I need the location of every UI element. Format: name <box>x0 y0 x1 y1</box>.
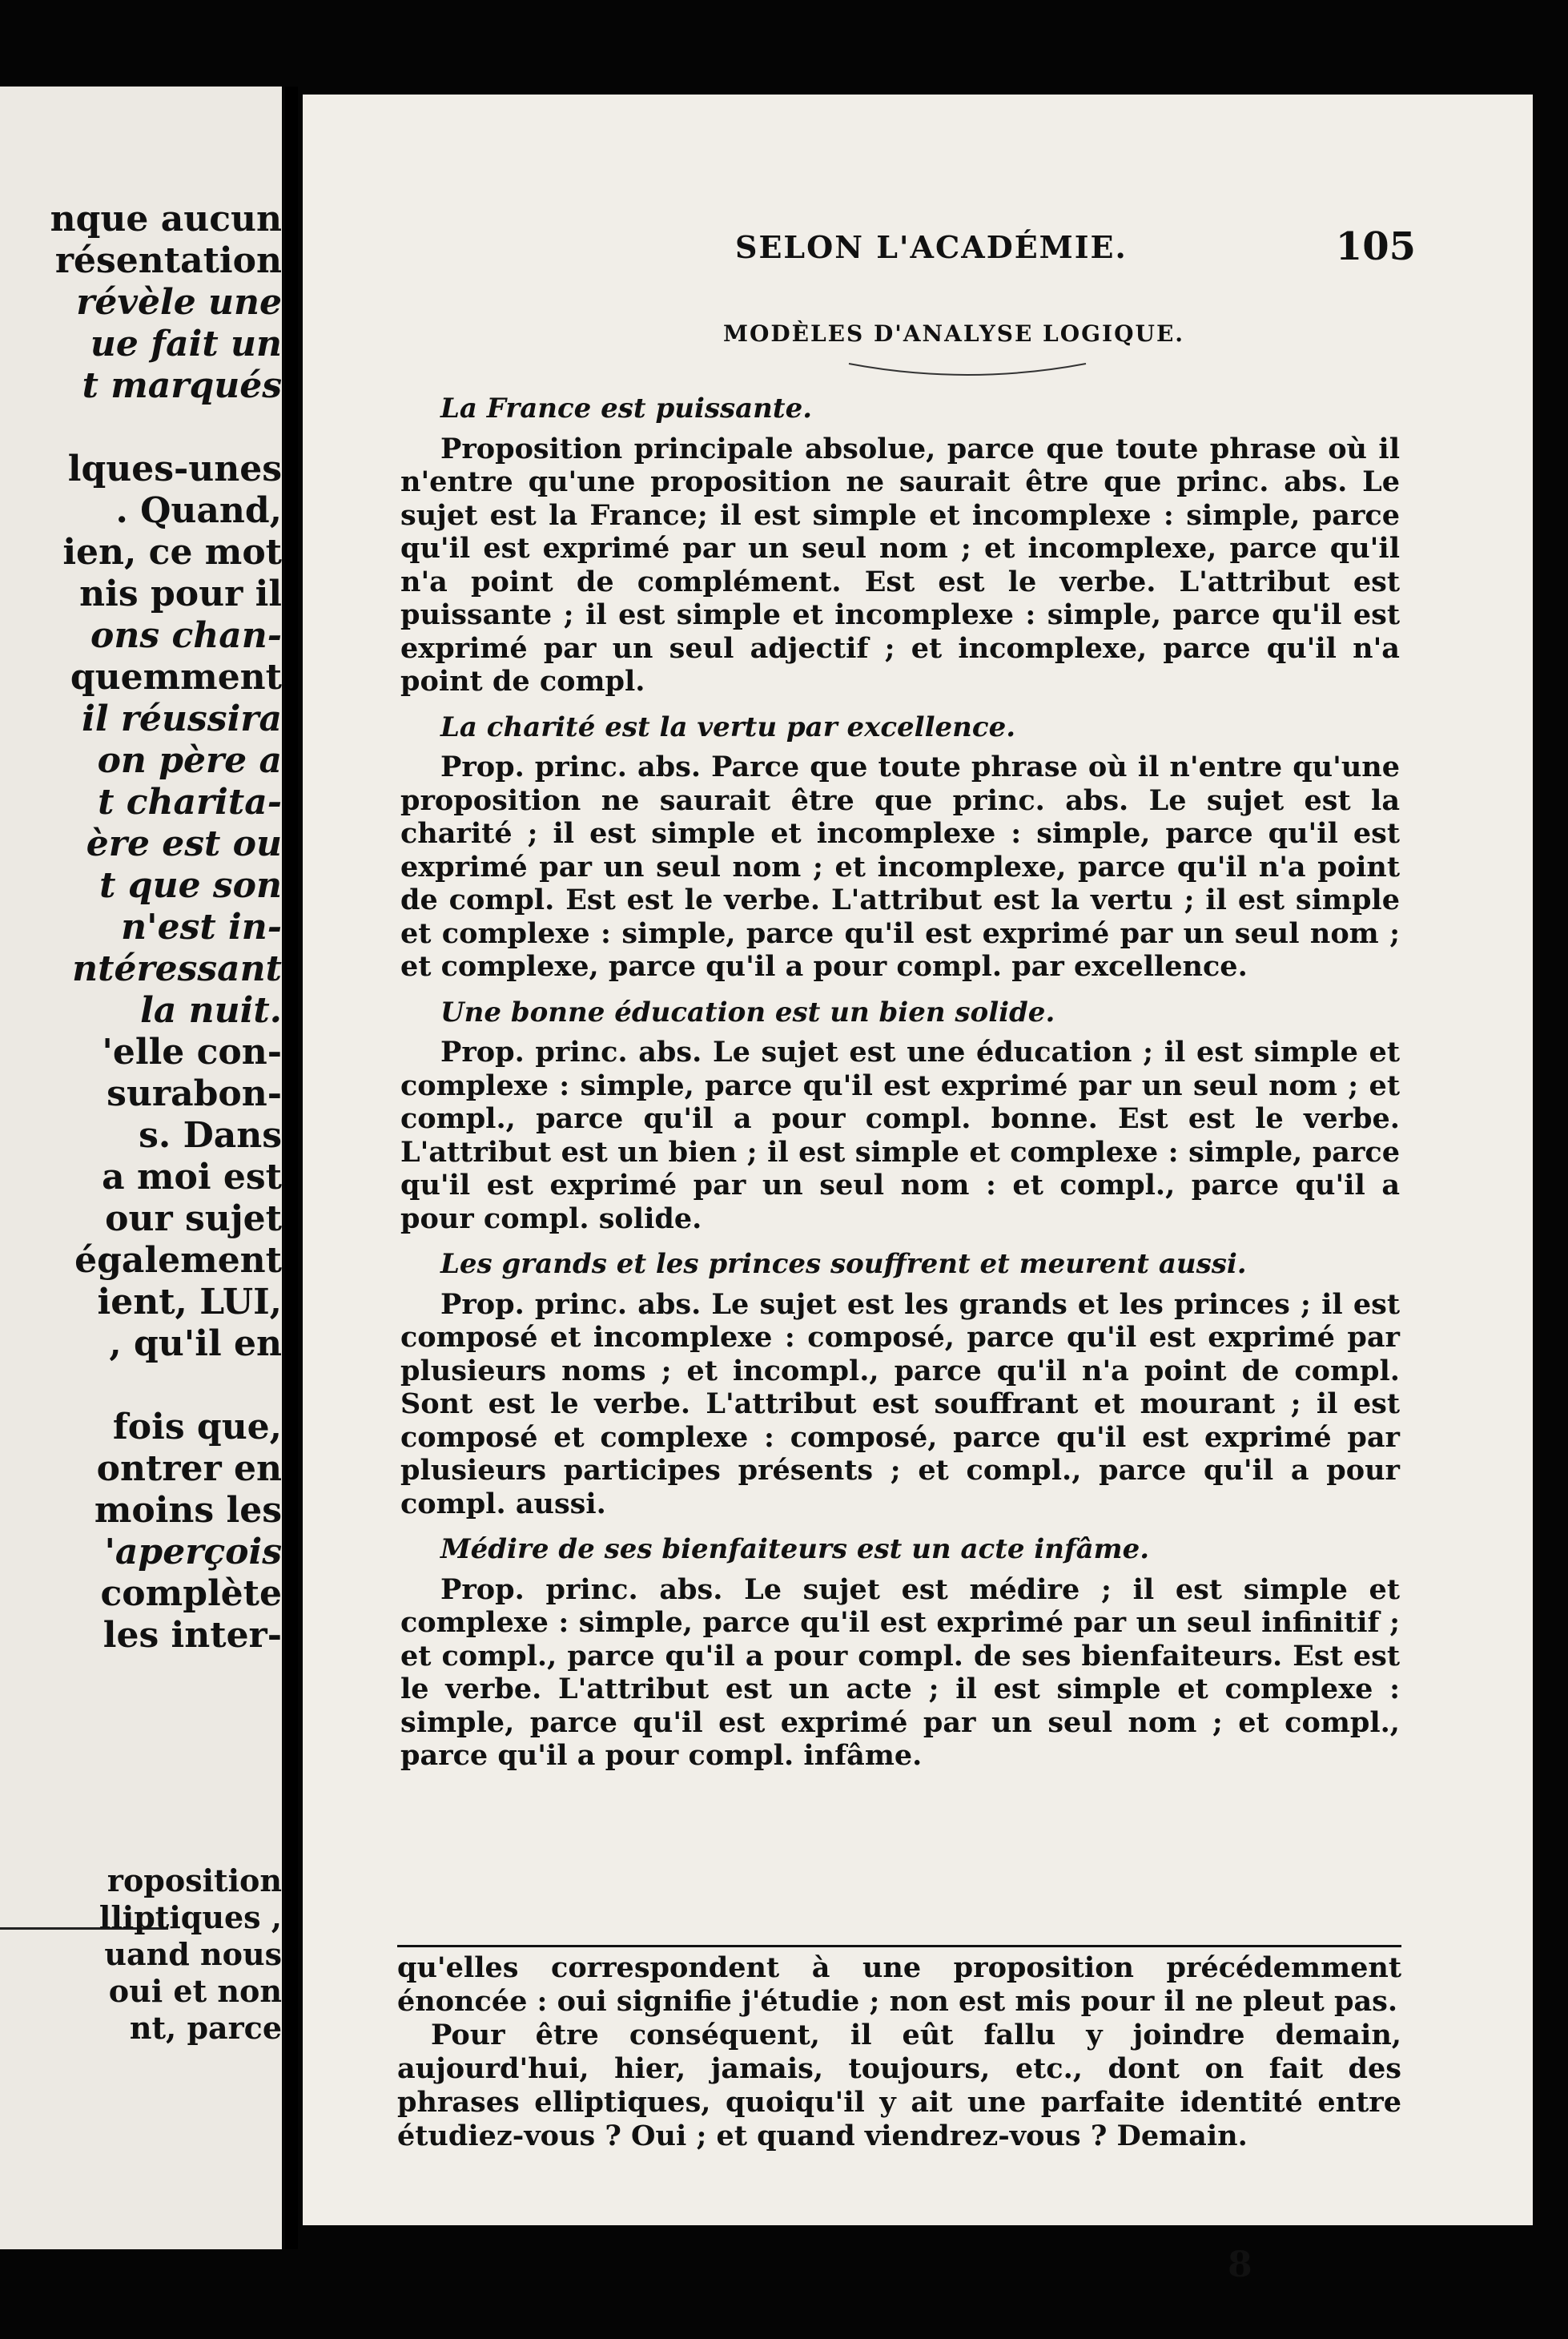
page-number: 105 <box>1335 224 1416 269</box>
left-page-line: n'est in- <box>121 907 282 948</box>
left-page-line: la nuit. <box>140 990 282 1031</box>
example-2 <box>400 711 1400 984</box>
footnote-rule <box>397 1945 1401 1947</box>
left-page-line: nque aucun <box>50 199 282 240</box>
left-page-line: quemment <box>70 657 282 698</box>
section-title: MODÈLES D'ANALYSE LOGIQUE. <box>722 320 1185 347</box>
analysis-models <box>400 380 1400 1781</box>
footnote-line: qu'elles correspondent à une proposition précédemment énoncée : oui signifie j'étudie ; non est mis pour il ne pleut pas. <box>397 1951 1401 2018</box>
left-page-line: fois que, <box>112 1407 282 1447</box>
book-page <box>303 95 1533 2285</box>
left-page-line: 'elle con- <box>102 1032 282 1073</box>
left-page-note-line: oui et non <box>108 1973 282 2009</box>
left-page-line: ontrer en <box>96 1448 282 1489</box>
left-page-line: ien, ce mot <box>62 532 282 573</box>
running-title: SELON L'ACADÉMIE. <box>735 229 1128 265</box>
example-title: Les grands et les princes souffrent et meurent aussi. <box>440 1248 1247 1280</box>
example-analysis: Proposition principale absolue, parce que toute phrase où il n'entre qu'une proposition ne saurait être que princ. abs. Le sujet est la France; il est simple et incomplexe : simple, parce qu'il est exprimé par un seul nom ; et incomplexe, parce qu'il n'a point de complément. Est est le verbe. L'attribut est puissante ; il est simple et incomplexe : simple, parce qu'il est exprimé par un seul adjectif ; et incomplexe, parce qu'il n'a point de compl. <box>400 432 1400 698</box>
left-page-line: 'aperçois <box>104 1532 282 1572</box>
left-page-line: s. Dans <box>139 1115 282 1156</box>
left-page-line: t charita- <box>98 782 282 823</box>
left-page-fragment <box>0 87 282 2249</box>
left-page-line: résentation <box>54 240 282 281</box>
example-analysis: Prop. princ. abs. Le sujet est médire ; il est simple et complexe : simple, parce qu'il est exprimé par un seul infinitif ; et compl., parce qu'il a pour compl. de ses bienfaiteurs. Est est le verbe. L'attribut est un acte ; il est simple et complexe : simple, parce qu'il est exprimé par un seul nom ; et compl., parce qu'il a pour compl. infâme. <box>400 1572 1400 1772</box>
example-4 <box>400 1248 1400 1520</box>
left-page-line: il réussira <box>82 698 282 739</box>
page-header <box>735 224 1416 277</box>
left-page-line: lques-unes <box>67 449 282 489</box>
left-page-line: t que son <box>99 865 282 906</box>
left-page-line: nis pour il <box>79 574 282 614</box>
left-page-line: complète <box>100 1573 282 1614</box>
example-analysis: Prop. princ. abs. Le sujet est les grands et les princes ; il est composé et incomplexe : composé, parce qu'il est exprimé par plusieurs noms ; et incompl., parce qu'il n'a point de compl. Sont est le verbe. L'attribut est souffrant et mourant ; il est composé et complexe : composé, parce qu'il est exprimé par plusieurs participes présents ; et compl., parce qu'il a pour compl. aussi. <box>400 1287 1400 1520</box>
example-3 <box>400 996 1400 1236</box>
left-page-line: moins les <box>94 1490 282 1531</box>
left-page-line: a moi est <box>102 1157 282 1198</box>
left-page-line: ère est ou <box>86 823 282 864</box>
left-page-line: ue fait un <box>90 324 282 364</box>
example-5 <box>400 1533 1400 1773</box>
left-page-line: ons chan- <box>90 615 282 656</box>
left-page-line: t marqués <box>82 365 282 406</box>
left-page-note-line: lliptiques , <box>99 1899 282 1935</box>
left-page-line: our sujet <box>105 1198 282 1239</box>
footnote <box>397 1951 1401 2153</box>
ornament-rule <box>847 360 1088 380</box>
left-page-line: . Quand, <box>115 490 282 531</box>
example-title: La charité est la vertu par excellence. <box>440 711 1016 743</box>
gutter <box>285 87 298 2249</box>
footnote-line: Pour être conséquent, il eût fallu y joindre demain, aujourd'hui, hier, jamais, toujours, etc., dont on fait des phrases elliptiques, quoiqu'il y ait une parfaite identité entre étudiez-vous ? Oui ; et quand viendrez-vous ? Demain. <box>397 2019 1401 2152</box>
left-page-line: ient, LUI, <box>97 1282 282 1322</box>
left-page-note-line: roposition <box>107 1862 282 1898</box>
example-analysis: Prop. princ. abs. Le sujet est une éducation ; il est simple et complexe : simple, parce qu'il est exprimé par un seul nom ; et compl., parce qu'il a pour compl. bonne. Est est le verbe. L'attribut est un bien ; il est simple et complexe : simple, parce qu'il est exprimé par un seul nom : et compl., parce qu'il a pour compl. solide. <box>400 1036 1400 1235</box>
example-1 <box>400 393 1400 698</box>
left-page-line: révèle une <box>76 282 282 323</box>
example-title: La France est puissante. <box>440 393 813 425</box>
example-title: Une bonne éducation est un bien solide. <box>440 996 1055 1029</box>
left-page-line: les inter- <box>103 1615 282 1656</box>
signature-mark: 8 <box>1228 2244 1252 2285</box>
left-page-note-line: uand nous <box>104 1936 282 1972</box>
left-page-line: on père a <box>97 740 282 781</box>
left-page-line: surabon- <box>107 1073 282 1114</box>
left-page-line: ntéressant <box>72 948 282 989</box>
left-page-note-line: nt, parce <box>129 2010 282 2046</box>
example-title: Médire de ses bienfaiteurs est un acte infâme. <box>440 1533 1150 1565</box>
left-page-line: également <box>74 1240 282 1281</box>
example-analysis: Prop. princ. abs. Parce que toute phrase où il n'entre qu'une proposition ne saurait être que princ. abs. Le sujet est la charité ; il est simple et incomplexe : simple, parce qu'il est exprimé par un seul nom ; et incomplexe, parce qu'il n'a point de compl. Est est le verbe. L'attribut est la vertu ; il est simple et complexe : simple, parce qu'il est exprimé par un seul nom ; et complexe, parce qu'il a pour compl. par excellence. <box>400 751 1400 983</box>
left-page-line: , qu'il en <box>109 1323 282 1364</box>
